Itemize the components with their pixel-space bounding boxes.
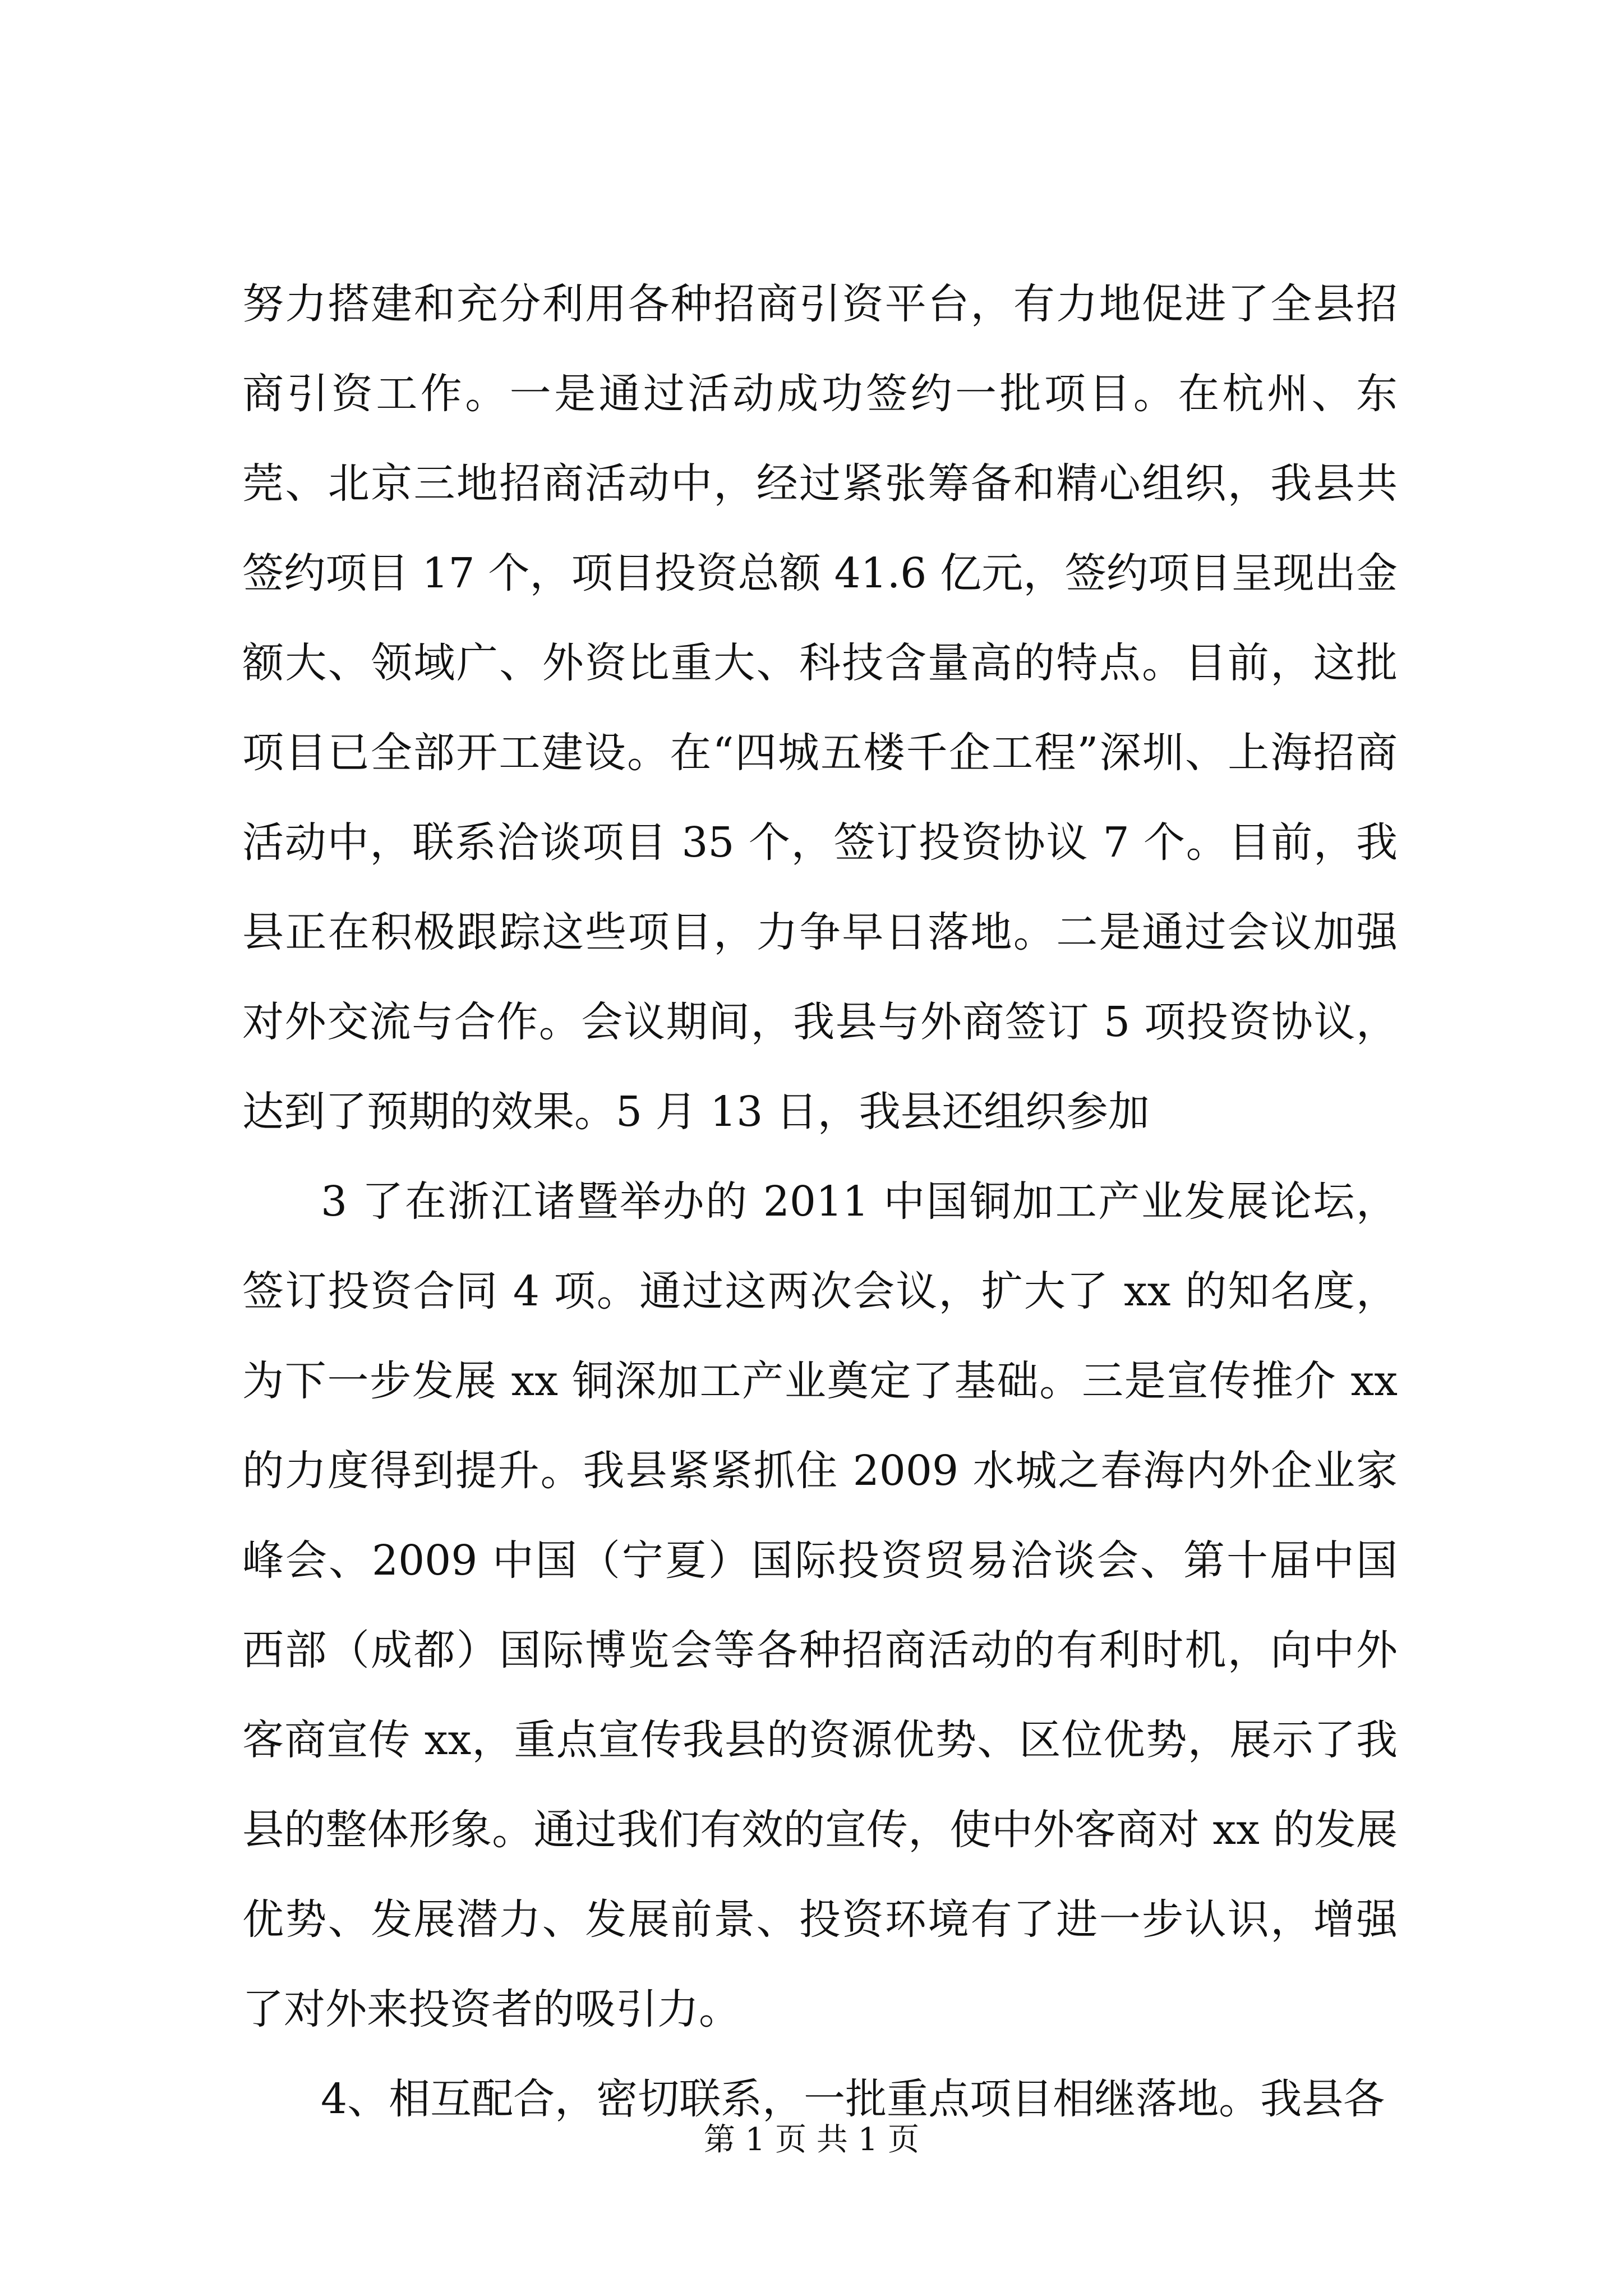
page-number-label: 第 1 页 共 1 页 (703, 2122, 920, 2158)
paragraph-1: 努力搭建和充分利用各种招商引资平台，有力地促进了全县招商引资工作。一是通过活动成功签约一批项目。在杭州、东莞、北京三地招商活动中，经过紧张筹备和精心组织，我县共签约项目 17 个，项目投资总额 41.6 亿元，签约项目呈现出金额大、领域广、外资比重大、科技含量高的特点。目前，这批项目已全部开工建设。在“四城五楼千企工程”深圳、上海招商活动中，联系洽谈项目 35 个，签订投资协议 7 个。目前，我县正在积极跟踪这些项目，力争早日落地。二是通过会议加强对外交流与合作。会议期间，我县与外商签订 5 项投资协议，达到了预期的效果。5 月 13 日，我县还组织参加 (242, 280, 1398, 1136)
paragraph-2: 3 了在浙江诸暨举办的 2011 中国铜加工产业发展论坛，签订投资合同 4 项。通过这两次会议，扩大了 xx 的知名度，为下一步发展 xx 铜深加工产业奠定了基础。三是宣传推介 xx 的力度得到提升。我县紧紧抓住 2009 水城之春海内外企业家峰会、2009 中国（宁夏）国际投资贸易洽谈会、第十届中国西部（成都）国际博览会等各种招商活动的有利时机，向中外客商宣传 xx，重点宣传我县的资源优势、区位优势，展示了我县的整体形象。通过我们有效的宣传，使中外客商对 xx 的发展优势、发展潜力、发展前景、投资环境有了进一步认识，增强了对外来投资者的吸引力。 (242, 1177, 1398, 2033)
page-footer (0, 2115, 1623, 2160)
paragraph-3: 4、相互配合，密切联系，一批重点项目相继落地。我县各 (321, 2075, 1385, 2123)
document-body (242, 259, 1398, 2144)
